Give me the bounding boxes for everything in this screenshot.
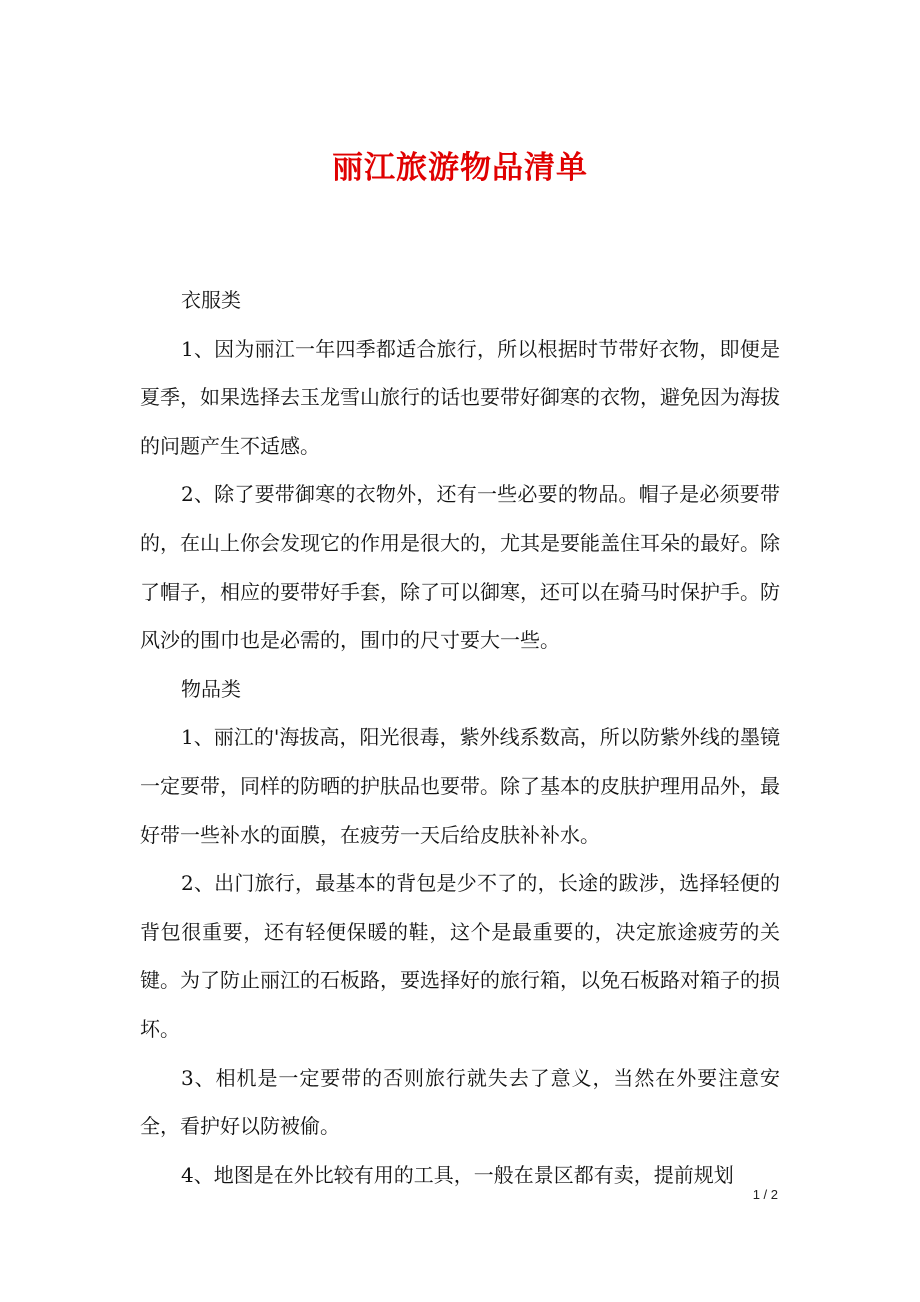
section-heading-clothing: 衣服类 [181, 288, 241, 312]
section-heading-items: 物品类 [181, 676, 241, 701]
paragraph: 1、丽江的'海拔高，阳光很毒，紫外线系数高，所以防紫外线的墨镜一定要带，同样的防晒的护肤品也要带。除了基本的皮肤护理用品外，最好带一些补水的面膜，在疲劳一天后给皮肤补补水。 [140, 725, 780, 847]
paragraph: 2、除了要带御寒的衣物外，还有一些必要的物品。帽子是必须要带的，在山上你会发现它的作用是很大的，尤其是要能盖住耳朵的最好。除了帽子，相应的要带好手套，除了可以御寒，还可以在骑马时保护手。防风沙的围巾也是必需的，围巾的尺寸要大一些。 [140, 482, 780, 653]
paragraph: 2、出门旅行，最基本的背包是少不了的，长途的跋涉，选择轻便的背包很重要，还有轻便保暖的鞋，这个是最重要的，决定旅途疲劳的关键。为了防止丽江的石板路，要选择好的旅行箱，以免石板路对箱子的损坏。 [140, 871, 780, 1041]
page-title: 丽江旅游物品清单 [332, 150, 588, 186]
paragraph: 4、地图是在外比较有用的工具，一般在景区都有卖，提前规划 [181, 1162, 734, 1187]
paragraph: 1、因为丽江一年四季都适合旅行，所以根据时节带好衣物，即便是夏季，如果选择去玉龙雪山旅行的话也要带好御寒的衣物，避免因为海拔的问题产生不适感。 [140, 336, 780, 458]
page-number: 1 / 2 [752, 1187, 778, 1202]
document-body [140, 276, 780, 1199]
paragraph: 3、相机是一定要带的否则旅行就失去了意义，当然在外要注意安全，看护好以防被偷。 [140, 1065, 780, 1139]
